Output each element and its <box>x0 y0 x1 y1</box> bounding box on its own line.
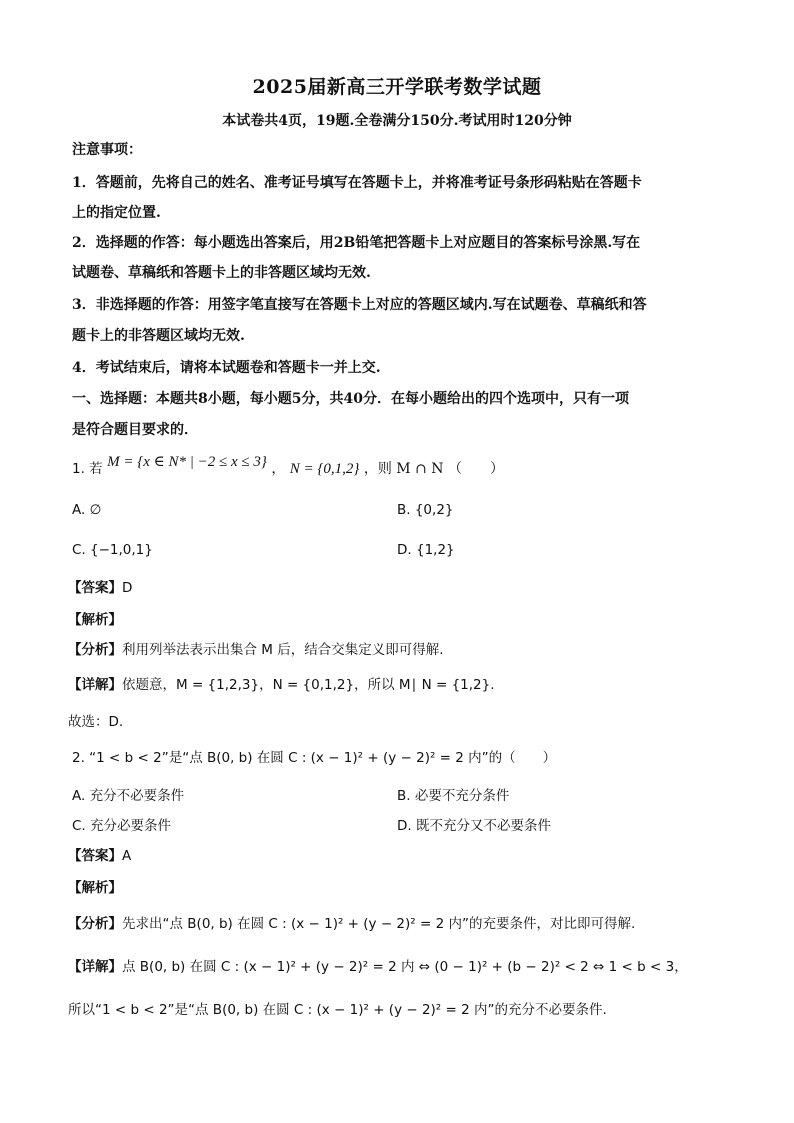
q1-stem <box>72 454 724 479</box>
notice-item-2b: 试题卷、草稿纸和答题卡上的非答题区域均无效. <box>72 265 371 281</box>
q2-options-row-2 <box>72 816 724 836</box>
q1-option-a: A. ∅ <box>72 502 102 518</box>
q2-xiangjie-text: 点 B(0, b) 在圆 C : (x − 1)² + (y − 2)² = 2 内 ⇔ (0 − 1)² + (b − 2)² < 2 ⇔ 1 < b < 3， <box>122 959 688 975</box>
section-heading-a: 一、选择题：本题共8小题，每小题5分，共40分．在每小题给出的四个选项中，只有一项 <box>72 391 629 407</box>
q2-fenxi <box>68 914 724 934</box>
section-heading-b: 是符合题目要求的． <box>72 422 198 438</box>
page-subtitle: 本试卷共4页，19题.全卷满分150分.考试用时120分钟 <box>222 113 572 129</box>
q2-option-d: D. 既不充分又不必要条件 <box>397 818 551 834</box>
q2-fenxi-label: 【分析】 <box>68 916 122 932</box>
q1-xiangjie-label: 【详解】 <box>68 677 122 693</box>
q1-prefix: 1. 若 <box>72 461 103 477</box>
q2-option-b: B. 必要不充分条件 <box>397 788 510 804</box>
notice-item-3b: 题卡上的非答题区域均无效. <box>72 328 245 344</box>
q2-answer-value: A <box>122 848 132 864</box>
q1-option-d: D. {1,2} <box>397 542 455 558</box>
q1-option-b: B. {0,2} <box>397 502 454 518</box>
q1-options-row-2 <box>72 540 724 560</box>
page-title: 2025届新高三开学联考数学试题 <box>252 76 542 98</box>
q1-option-c: C. {−1,0,1} <box>72 542 153 558</box>
q1-answer-value: D <box>122 580 133 596</box>
q2-option-c: C. 充分必要条件 <box>72 818 172 834</box>
q1-set-m: M = {x ∈ N* | −2 ≤ x ≤ 3} <box>107 454 267 470</box>
q2-analysis-label: 【解析】 <box>68 880 122 896</box>
q2-fenxi-text: 先求出“点 B(0, b) 在圆 C : (x − 1)² + (y − 2)² = 2 内”的充要条件，对比即可得解. <box>122 916 636 932</box>
notice-item-1a: 1．答题前，先将自己的姓名、准考证号填写在答题卡上，并将准考证号条形码粘贴在答题卡 <box>72 175 642 191</box>
notice-item-2a: 2．选择题的作答：每小题选出答案后，用2B铅笔把答题卡上对应题目的答案标号涂黑.写在 <box>72 235 641 251</box>
q1-sep: ， <box>271 461 286 477</box>
q1-conclusion: 故选：D. <box>68 714 124 730</box>
notice-item-4: 4．考试结束后，请将本试题卷和答题卡一并上交. <box>72 360 381 376</box>
notice-item-3a: 3．非选择题的作答：用签字笔直接写在答题卡上对应的答题区域内.写在试题卷、草稿纸和答 <box>72 297 647 313</box>
q1-options-row-1 <box>72 500 724 520</box>
q1-fenxi-text: 利用列举法表示出集合 M 后，结合交集定义即可得解. <box>122 642 444 658</box>
q2-answer-label: 【答案】 <box>68 848 122 864</box>
q2-answer <box>68 846 724 866</box>
notice-heading: 注意事项： <box>72 142 142 158</box>
q1-analysis-label: 【解析】 <box>68 612 122 628</box>
q2-conclusion: 所以“1 < b < 2”是“点 B(0, b) 在圆 C : (x − 1)² + (y − 2)² = 2 内”的充分不必要条件. <box>68 1002 607 1018</box>
q2-xiangjie <box>68 957 724 977</box>
q2-stem: 2. “1 < b < 2”是“点 B(0, b) 在圆 C : (x − 1)² + (y − 2)² = 2 内”的（ ） <box>72 750 557 766</box>
q2-options-row-1 <box>72 786 724 806</box>
q1-ask: ，则 M ∩ N （ ） <box>363 461 504 477</box>
q2-xiangjie-label: 【详解】 <box>68 959 122 975</box>
q1-xiangjie-text: 依题意，M = {1,2,3}，N = {0,1,2}，所以 M∣ N = {1,2}. <box>122 677 495 693</box>
notice-item-1b: 上的指定位置. <box>72 205 161 221</box>
q1-answer-label: 【答案】 <box>68 580 122 596</box>
q1-xiangjie <box>68 675 724 695</box>
q1-set-n: N = {0,1,2} <box>289 461 360 477</box>
q1-fenxi <box>68 640 724 660</box>
q1-answer <box>68 578 724 598</box>
q2-option-a: A. 充分不必要条件 <box>72 788 185 804</box>
q1-fenxi-label: 【分析】 <box>68 642 122 658</box>
